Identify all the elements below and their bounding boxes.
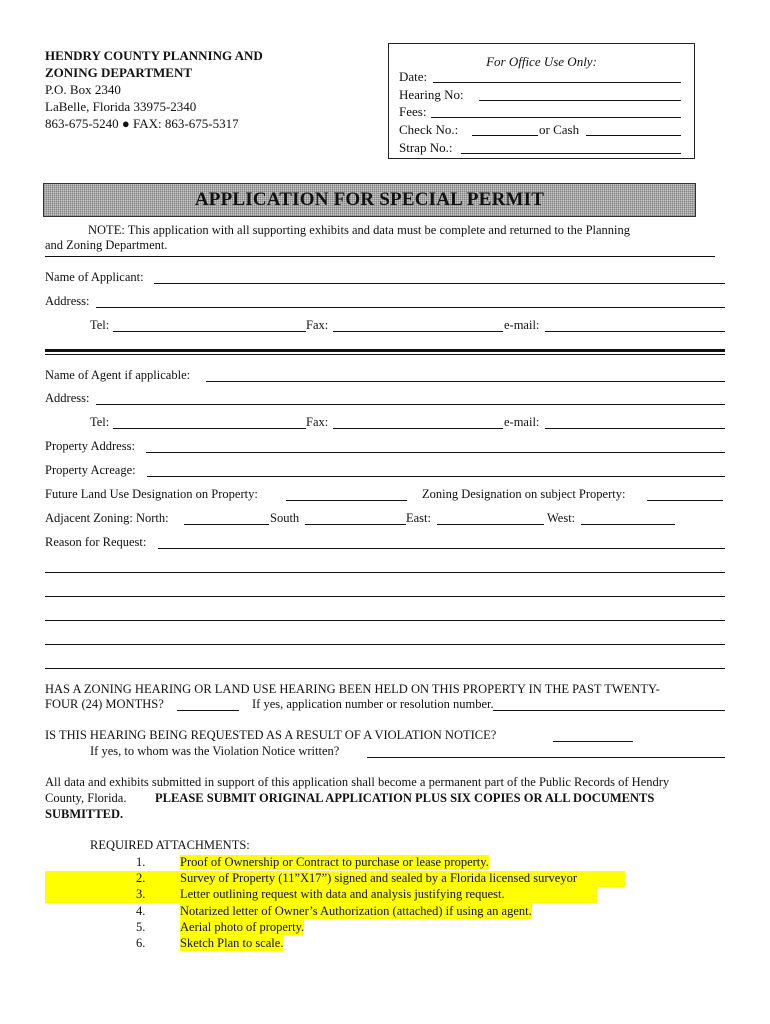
- agent-address-field[interactable]: [96, 404, 725, 405]
- statement-line1: All data and exhibits submitted in support of this application shall become a permanent part of the Public Records of Hendry: [45, 775, 670, 789]
- adjacent-north-field[interactable]: [184, 524, 269, 525]
- office-use-box: [388, 43, 695, 159]
- office-check-row: [399, 122, 458, 138]
- attachment-number-3: 3.: [136, 887, 146, 901]
- adjacent-south-field[interactable]: [305, 524, 406, 525]
- applicant-address-field[interactable]: [96, 307, 725, 308]
- reason-field-line2[interactable]: [45, 572, 725, 573]
- applicant-fax-label: Fax:: [306, 318, 329, 332]
- hearing-followup-label: If yes, application number or resolution number.: [252, 697, 494, 711]
- zoning-designation-label: Zoning Designation on subject Property:: [422, 487, 626, 501]
- attachment-item-2: Survey of Property (11”X17”) signed and sealed by a Florida licensed surveyor: [180, 871, 577, 885]
- attachment-number-1: 1.: [136, 855, 146, 869]
- office-check-label: Check No.:: [399, 122, 459, 137]
- agent-name-label: Name of Agent if applicable:: [45, 368, 191, 382]
- reason-field-line4[interactable]: [45, 620, 725, 621]
- section-divider-bottom: [45, 354, 725, 355]
- adjacent-west-field[interactable]: [581, 524, 675, 525]
- office-strap-field[interactable]: [461, 153, 681, 154]
- office-fees-label: Fees:: [399, 104, 427, 119]
- violation-answer-field[interactable]: [553, 741, 633, 742]
- office-strap-row: [399, 140, 452, 156]
- attachments-title: REQUIRED ATTACHMENTS:: [90, 838, 250, 852]
- attachment-number-5: 5.: [136, 920, 146, 934]
- form-title: APPLICATION FOR SPECIAL PERMIT: [194, 189, 545, 210]
- applicant-tel-label: Tel:: [90, 318, 110, 332]
- office-hearing-label: Hearing No:: [399, 87, 464, 102]
- attachment-item-4: Notarized letter of Owner’s Authorization (attached) if using an agent.: [180, 904, 532, 918]
- office-date-field[interactable]: [433, 82, 681, 83]
- office-cash-row: [539, 122, 579, 138]
- agent-fax-field[interactable]: [333, 428, 503, 429]
- attachment-item-5: Aerial photo of property.: [180, 920, 305, 934]
- office-hearing-row: [399, 87, 464, 103]
- attachment-number-6: 6.: [136, 936, 146, 950]
- agent-email-label: e-mail:: [504, 415, 540, 429]
- hearing-question-line1: HAS A ZONING HEARING OR LAND USE HEARING BEEN HELD ON THIS PROPERTY IN THE PAST TWENTY-: [45, 682, 660, 696]
- zoning-designation-field[interactable]: [647, 500, 723, 501]
- hearing-answer-field[interactable]: [177, 710, 239, 711]
- applicant-name-label: Name of Applicant:: [45, 270, 144, 284]
- applicant-fax-field[interactable]: [333, 331, 503, 332]
- attachment-item-3: Letter outlining request with data and analysis justifying request.: [180, 887, 505, 901]
- hearing-question-line2: FOUR (24) MONTHS?: [45, 697, 164, 711]
- office-fees-field[interactable]: [431, 117, 681, 118]
- note-line2: and Zoning Department.: [45, 238, 168, 252]
- adjacent-south-label: South: [270, 511, 300, 525]
- applicant-email-label: e-mail:: [504, 318, 540, 332]
- future-land-use-field[interactable]: [286, 500, 407, 501]
- resolution-number-field[interactable]: [493, 710, 725, 711]
- office-fees-row: [399, 104, 426, 120]
- property-acreage-field[interactable]: [147, 476, 725, 477]
- statement-line2b: PLEASE SUBMIT ORIGINAL APPLICATION PLUS SIX COPIES OR ALL DOCUMENTS: [155, 791, 655, 805]
- violation-question: IS THIS HEARING BEING REQUESTED AS A RESULT OF A VIOLATION NOTICE?: [45, 728, 497, 742]
- office-cash-label: or Cash: [539, 122, 580, 137]
- office-check-field[interactable]: [472, 135, 538, 136]
- office-strap-label: Strap No.:: [399, 140, 453, 155]
- violation-followup-label: If yes, to whom was the Violation Notice written?: [90, 744, 340, 758]
- adjacent-west-label: West:: [547, 511, 576, 525]
- office-use-title: For Office Use Only:: [486, 54, 597, 69]
- applicant-tel-field[interactable]: [113, 331, 306, 332]
- property-address-field[interactable]: [146, 452, 725, 453]
- phone-fax: 863-675-5240 ● FAX: 863-675-5317: [45, 116, 239, 131]
- applicant-email-field[interactable]: [545, 331, 725, 332]
- reason-field-line3[interactable]: [45, 596, 725, 597]
- adjacent-east-field[interactable]: [437, 524, 544, 525]
- form-title-banner: [43, 183, 696, 217]
- agent-name-field[interactable]: [206, 381, 725, 382]
- office-date-label: Date:: [399, 69, 428, 84]
- attachment-number-4: 4.: [136, 904, 146, 918]
- reason-field-line6[interactable]: [45, 668, 725, 669]
- agent-address-label: Address:: [45, 391, 90, 405]
- adjacent-zoning-label: Adjacent Zoning: North:: [45, 511, 169, 525]
- po-box: P.O. Box 2340: [45, 82, 121, 97]
- reason-field-line1[interactable]: [158, 548, 725, 549]
- department-header: [45, 47, 263, 132]
- office-hearing-field[interactable]: [479, 100, 681, 101]
- property-acreage-label: Property Acreage:: [45, 463, 136, 477]
- property-address-label: Property Address:: [45, 439, 135, 453]
- city-state-zip: LaBelle, Florida 33975-2340: [45, 99, 197, 114]
- agent-email-field[interactable]: [545, 428, 725, 429]
- office-date-row: [399, 69, 427, 85]
- department-name-line1: HENDRY COUNTY PLANNING AND: [45, 48, 263, 63]
- reason-field-line5[interactable]: [45, 644, 725, 645]
- attachment-number-2: 2.: [136, 871, 146, 885]
- agent-fax-label: Fax:: [306, 415, 329, 429]
- divider: [45, 256, 715, 257]
- applicant-name-field[interactable]: [154, 283, 725, 284]
- section-divider-top: [45, 349, 725, 352]
- reason-label: Reason for Request:: [45, 535, 147, 549]
- agent-tel-label: Tel:: [90, 415, 110, 429]
- statement-line3: SUBMITTED.: [45, 807, 124, 821]
- office-cash-field[interactable]: [586, 135, 681, 136]
- applicant-address-label: Address:: [45, 294, 90, 308]
- department-name-line2: ZONING DEPARTMENT: [45, 65, 193, 80]
- agent-tel-field[interactable]: [113, 428, 306, 429]
- future-land-use-label: Future Land Use Designation on Property:: [45, 487, 258, 501]
- attachment-item-6: Sketch Plan to scale.: [180, 936, 284, 950]
- statement-line2a: County, Florida.: [45, 791, 127, 805]
- violation-recipient-field[interactable]: [367, 757, 725, 758]
- attachment-item-1: Proof of Ownership or Contract to purchase or lease property.: [180, 855, 489, 869]
- adjacent-east-label: East:: [406, 511, 431, 525]
- note-line1: NOTE: This application with all supporting exhibits and data must be complete and returned to the Planning: [88, 223, 631, 237]
